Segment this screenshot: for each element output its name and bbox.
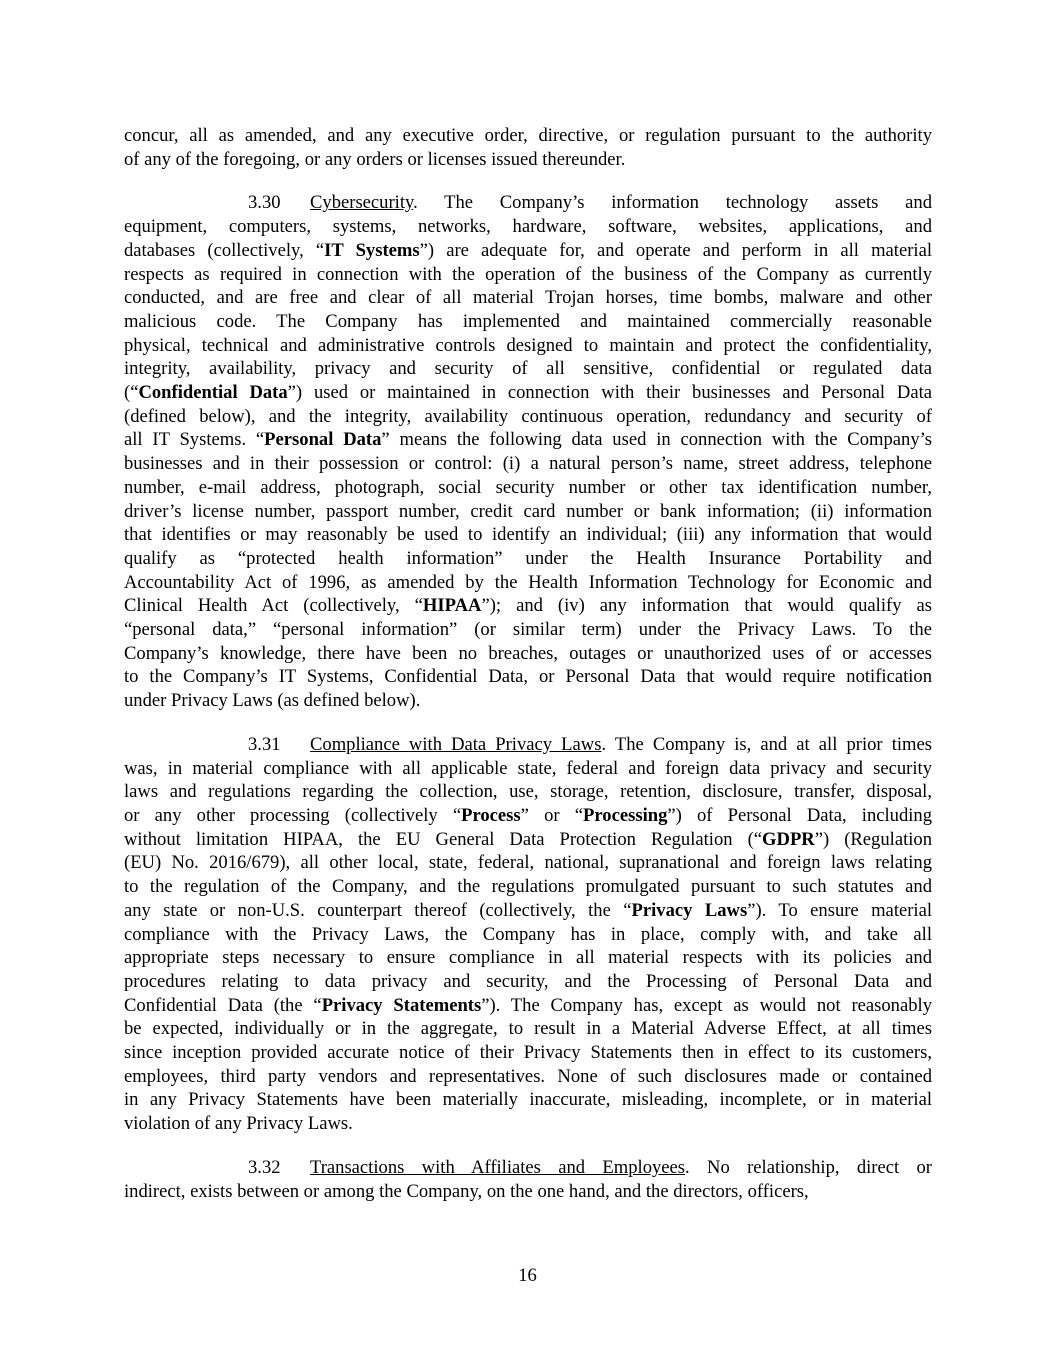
text-run: ”); and (iv) any information that would qualify as	[481, 595, 932, 617]
text-line	[124, 804, 932, 828]
defined-term: Privacy Laws	[631, 899, 748, 921]
text-line	[124, 851, 932, 875]
section-heading: Compliance with Data Privacy Laws	[310, 733, 602, 755]
text-run: violation of any Privacy Laws.	[124, 1113, 353, 1135]
text-run: since inception provided accurate notice of their Privacy Statements then in effect to its customers,	[124, 1042, 932, 1064]
text-run: (defined below), and the integrity, availability continuous operation, redundancy and security of	[124, 405, 932, 427]
text-line	[124, 428, 932, 452]
text-line	[124, 689, 932, 713]
section-3-32	[124, 1156, 932, 1203]
section-heading: Cybersecurity	[310, 192, 414, 214]
text-run: number, e-mail address, photograph, social security number or other tax identification number,	[124, 476, 932, 498]
text-run: . No relationship, direct or	[685, 1156, 932, 1178]
text-line	[124, 1065, 932, 1089]
text-run: employees, third party vendors and representatives. None of such disclosures made or contained	[124, 1065, 932, 1087]
text-run: ”) (Regulation	[814, 828, 932, 850]
text-run: physical, technical and administrative controls designed to maintain and protect the confidentiality,	[124, 334, 932, 356]
text-line	[124, 476, 932, 500]
text-run: be expected, individually or in the aggregate, to result in a Material Adverse Effect, at all times	[124, 1018, 932, 1040]
defined-term: Privacy Statements	[321, 994, 482, 1016]
text-run: conducted, and are free and clear of all material Trojan horses, time bombs, malware and other	[124, 287, 932, 309]
text-run: appropriate steps necessary to ensure compliance in all material respects with its policies and	[124, 947, 932, 969]
text-line	[124, 642, 932, 666]
text-line	[124, 1017, 932, 1041]
defined-term: Process	[461, 804, 521, 826]
text-run: or any other processing (collectively “	[124, 804, 462, 826]
text-line	[124, 124, 932, 148]
text-line	[124, 1180, 932, 1204]
text-run: to the Company’s IT Systems, Confidential Data, or Personal Data that would require notification	[124, 666, 932, 688]
text-line	[124, 733, 932, 757]
text-line	[124, 780, 932, 804]
text-run: indirect, exists between or among the Company, on the one hand, and the directors, officers,	[124, 1180, 809, 1202]
text-run: procedures relating to data privacy and security, and the Processing of Personal Data and	[124, 970, 932, 992]
text-run: . The Company’s information technology assets and	[413, 192, 932, 214]
text-run: without limitation HIPAA, the EU General Data Protection Regulation (“	[124, 828, 763, 850]
text-run: ”) are adequate for, and operate and perform in all material	[419, 239, 932, 261]
text-run: ”) used or maintained in connection with their businesses and Personal Data	[287, 382, 932, 404]
text-line	[124, 148, 932, 172]
text-line	[124, 923, 932, 947]
text-run: in any Privacy Statements have been materially inaccurate, misleading, incomplete, or in material	[124, 1089, 932, 1111]
text-line	[124, 191, 932, 215]
text-run: equipment, computers, systems, networks, hardware, software, websites, applications, and	[124, 216, 932, 238]
text-run: was, in material compliance with all applicable state, federal and foreign data privacy and security	[124, 757, 932, 779]
text-run: concur, all as amended, and any executive order, directive, or regulation pursuant to the authority	[124, 125, 932, 146]
text-run: (“	[124, 382, 139, 404]
text-run: . The Company is, and at all prior times	[601, 733, 932, 755]
text-line	[124, 381, 932, 405]
text-line	[124, 357, 932, 381]
section-3-30	[124, 191, 932, 712]
text-run: Company’s knowledge, there have been no breaches, outages or unauthorized uses of or accesses	[124, 642, 932, 664]
text-run: businesses and in their possession or control: (i) a natural person’s name, street address, telephone	[124, 453, 932, 475]
text-line	[124, 547, 932, 571]
text-line	[124, 405, 932, 429]
defined-term: Personal Data	[264, 429, 382, 451]
text-run: that identifies or may reasonably be used to identify an individual; (iii) any information that would	[124, 524, 932, 546]
text-run: laws and regulations regarding the collection, use, storage, retention, disclosure, transfer, disposal,	[124, 781, 932, 803]
text-line	[124, 1156, 932, 1180]
text-line	[124, 875, 932, 899]
text-line	[124, 452, 932, 476]
text-run: malicious code. The Company has implemented and maintained commercially reasonable	[124, 310, 932, 332]
text-run: of any of the foregoing, or any orders or licenses issued thereunder.	[124, 148, 626, 170]
defined-term: Processing	[583, 804, 668, 826]
text-line	[124, 1088, 932, 1112]
section-number: 3.30	[248, 192, 281, 214]
continuation-paragraph	[124, 124, 932, 171]
text-line	[124, 523, 932, 547]
text-line	[124, 500, 932, 524]
text-run: under Privacy Laws (as defined below).	[124, 690, 421, 712]
text-line	[124, 994, 932, 1018]
defined-term: GDPR	[762, 828, 815, 850]
text-run: databases (collectively, “	[124, 239, 325, 261]
text-run: “personal data,” “personal information” (or similar term) under the Privacy Laws. To the	[124, 619, 932, 641]
text-run: Clinical Health Act (collectively, “	[124, 595, 423, 617]
page-number: 16	[518, 1265, 537, 1286]
text-line	[124, 263, 932, 287]
text-line	[124, 1112, 932, 1136]
text-line	[124, 594, 932, 618]
text-line	[124, 970, 932, 994]
text-line	[124, 286, 932, 310]
text-line	[124, 899, 932, 923]
document-page	[124, 124, 932, 1223]
section-heading: Transactions with Affiliates and Employees	[310, 1156, 686, 1178]
text-line	[124, 215, 932, 239]
text-run: Confidential Data (the “	[124, 994, 322, 1016]
text-run: qualify as “protected health information” under the Health Insurance Portability and	[124, 547, 932, 569]
text-run: ” means the following data used in connection with the Company’s	[381, 429, 933, 451]
text-line	[124, 757, 932, 781]
section-number: 3.32	[248, 1156, 281, 1178]
section-number: 3.31	[248, 733, 281, 755]
text-line	[124, 239, 932, 263]
text-run: ”). To ensure material	[747, 899, 933, 921]
text-run: ”) of Personal Data, including	[667, 804, 933, 826]
section-3-31	[124, 733, 932, 1136]
text-line	[124, 618, 932, 642]
text-run: Accountability Act of 1996, as amended by the Health Information Technology for Economic and	[124, 571, 932, 593]
defined-term: HIPAA	[422, 595, 482, 617]
text-run: to the regulation of the Company, and the regulations promulgated pursuant to such statutes and	[124, 876, 932, 898]
text-line	[124, 1041, 932, 1065]
text-run: driver’s license number, passport number, credit card number or bank information; (ii) information	[124, 500, 932, 522]
text-run: integrity, availability, privacy and security of all sensitive, confidential or regulated data	[124, 358, 932, 380]
text-run: ”). The Company has, except as would not reasonably	[481, 994, 932, 1016]
defined-term: Confidential Data	[138, 382, 288, 404]
text-run: respects as required in connection with the operation of the business of the Company as currently	[124, 263, 932, 285]
text-run: all IT Systems. “	[124, 429, 265, 451]
text-run: (EU) No. 2016/679), all other local, state, federal, national, supranational and foreign laws relating	[124, 852, 932, 874]
text-run: compliance with the Privacy Laws, the Company has in place, comply with, and take all	[124, 923, 932, 945]
text-line	[124, 828, 932, 852]
defined-term: IT Systems	[324, 239, 420, 261]
text-line	[124, 334, 932, 358]
text-run: any state or non-U.S. counterpart thereof (collectively, the “	[124, 899, 632, 921]
text-line	[124, 571, 932, 595]
text-line	[124, 310, 932, 334]
text-line	[124, 946, 932, 970]
text-line	[124, 665, 932, 689]
text-run: ” or “	[520, 804, 584, 826]
